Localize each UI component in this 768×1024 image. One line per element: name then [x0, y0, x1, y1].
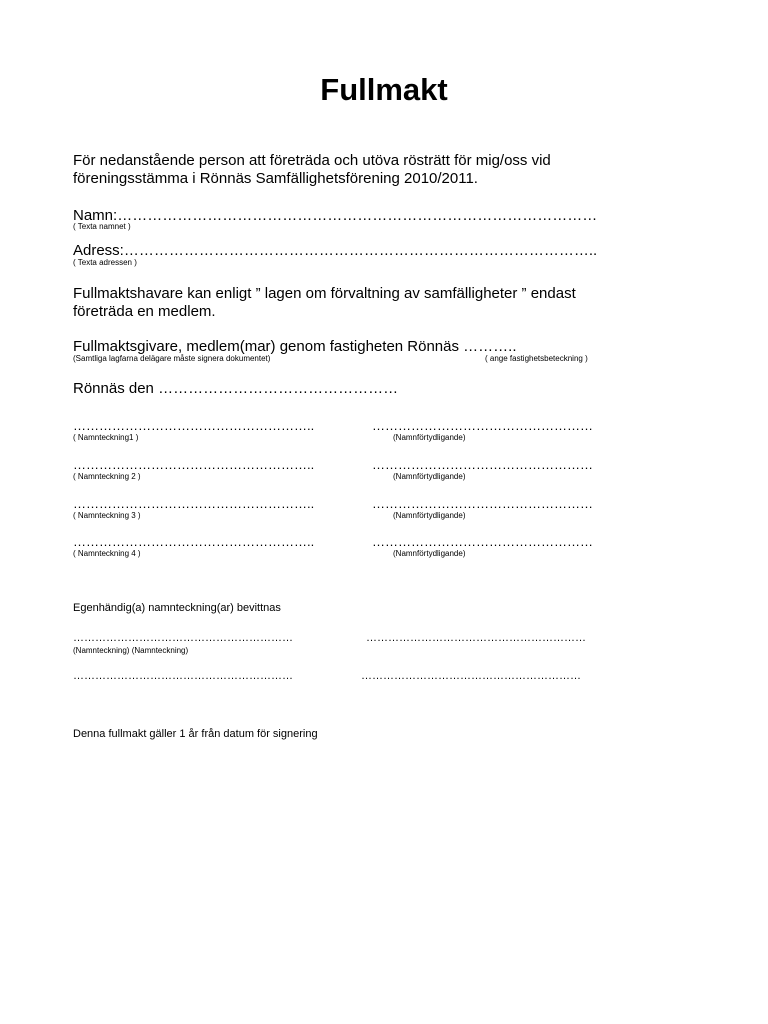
document-title: Fullmakt: [320, 72, 448, 107]
name-clarification-hint: (Namnförtydligande): [393, 472, 466, 481]
grantor-hint-left: (Samtliga lagfarna delägare måste signera dokumentet): [73, 354, 271, 363]
intro-line-1: För nedanstående person att företräda och utöva rösträtt för mig/oss vid: [73, 152, 551, 169]
place-date-label: Rönnäs den: [73, 380, 154, 397]
witness-heading: Egenhändig(a) namnteckning(ar) bevittnas: [73, 602, 281, 614]
name-clarification-line[interactable]: ……………………………………………: [372, 534, 593, 549]
place-date-row[interactable]: [73, 379, 398, 398]
address-field-dots[interactable]: …………………………………………………………………………………..: [123, 242, 598, 259]
name-clarification-line[interactable]: ……………………………………………: [372, 496, 593, 511]
proxy-line-1: Fullmaktshavare kan enligt ” lagen om förvaltning av samfälligheter ” endast: [73, 285, 576, 302]
name-clarification-hint: (Namnförtydligande): [393, 433, 466, 442]
witness-hint: (Namnteckning) (Namnteckning): [73, 646, 189, 655]
name-clarification-line[interactable]: ……………………………………………: [372, 418, 593, 433]
name-clarification-hint: (Namnförtydligande): [393, 549, 466, 558]
grantor-hint-right: ( ange fastighetsbeteckning ): [485, 354, 588, 363]
signature-line[interactable]: ………………………………………………..: [73, 496, 315, 511]
name-field-row[interactable]: [73, 206, 597, 225]
witness-signature-line-left[interactable]: ……………………………………………………: [73, 632, 293, 644]
name-clarification-line[interactable]: ……………………………………………: [372, 457, 593, 472]
signature-hint: ( Namnteckning 2 ): [73, 472, 141, 481]
intro-line-2: föreningsstämma i Rönnäs Samfällighetsförening 2010/2011.: [73, 170, 478, 187]
grantor-line: Fullmaktsgivare, medlem(mar) genom fastigheten Rönnäs ………..: [73, 338, 517, 355]
name-clarification-hint: (Namnförtydligande): [393, 511, 466, 520]
signature-hint: ( Namnteckning 4 ): [73, 549, 141, 558]
signature-line[interactable]: ………………………………………………..: [73, 457, 315, 472]
signature-line[interactable]: ………………………………………………..: [73, 418, 315, 433]
proxy-line-2: företräda en medlem.: [73, 303, 216, 320]
address-field-hint: ( Texta adressen ): [73, 258, 137, 267]
address-field-row[interactable]: [73, 241, 597, 260]
place-date-dots[interactable]: …………………………………………: [158, 380, 399, 397]
address-field-label: Adress:: [73, 242, 124, 259]
witness-clarification-line-right[interactable]: ……………………………………………………: [361, 670, 581, 682]
validity-note: Denna fullmakt gäller 1 år från datum för signering: [73, 728, 318, 740]
signature-line[interactable]: ………………………………………………..: [73, 534, 315, 549]
witness-signature-line-right[interactable]: ……………………………………………………: [366, 632, 586, 644]
name-field-hint: ( Texta namnet ): [73, 222, 131, 231]
name-field-dots[interactable]: ……………………………………………………………………………………: [117, 207, 598, 224]
signature-hint: ( Namnteckning1 ): [73, 433, 139, 442]
signature-hint: ( Namnteckning 3 ): [73, 511, 141, 520]
witness-clarification-line-left[interactable]: ……………………………………………………: [73, 670, 293, 682]
name-field-label: Namn:: [73, 207, 118, 224]
